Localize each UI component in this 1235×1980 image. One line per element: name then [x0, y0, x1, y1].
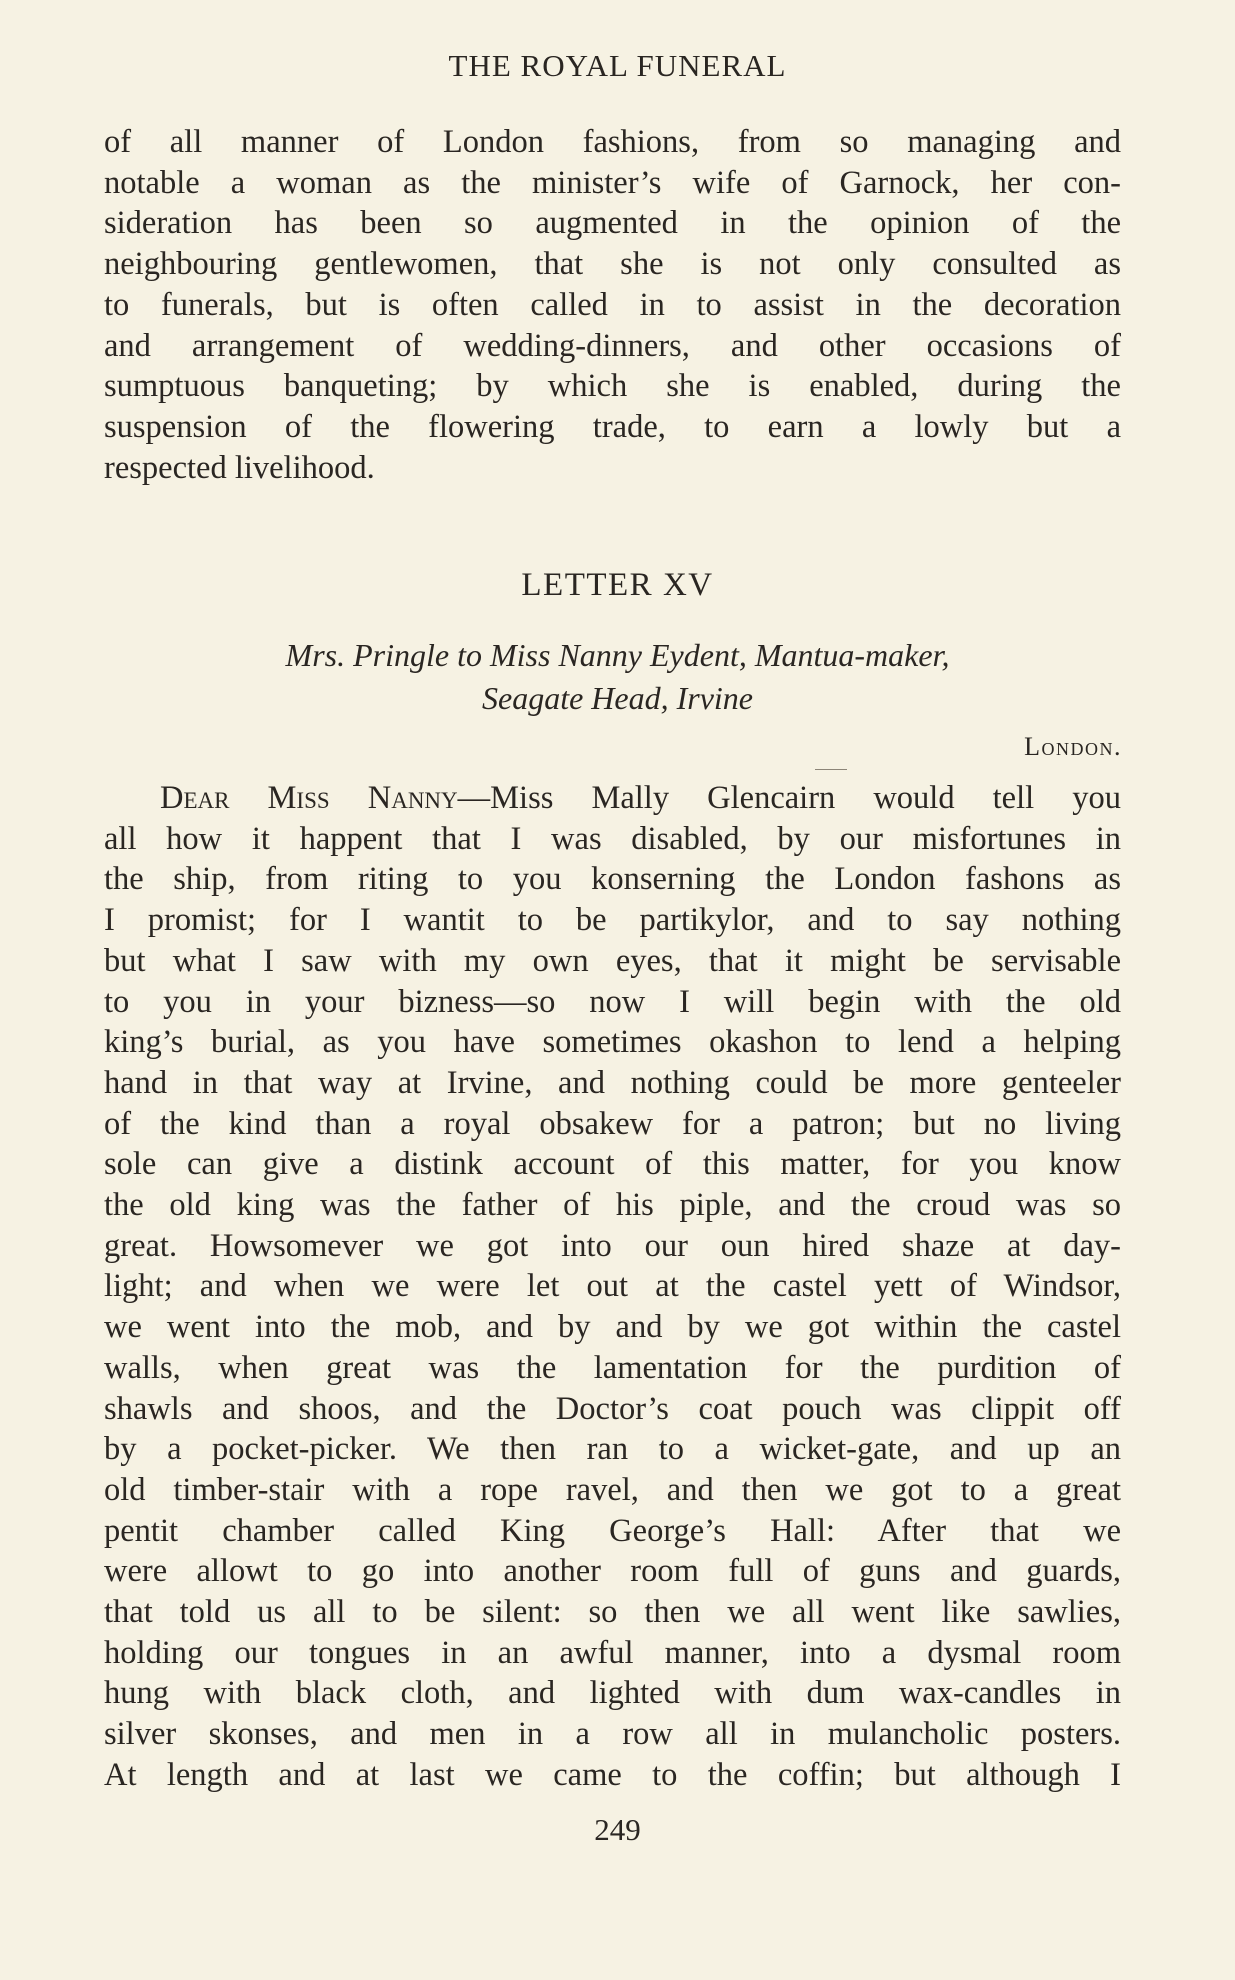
address-line: Mrs. Pringle to Miss Nanny Eydent, Mantua-maker, [285, 637, 950, 673]
text-line: all how it happent that I was disabled, by our misfortunes in [104, 820, 1121, 857]
text-line: that told us all to be silent: so then we all went like sawlies, [104, 1594, 1121, 1631]
text-line: the ship, from riting to you konserning the London fashons as [104, 861, 1121, 898]
letter-heading: LETTER XV [521, 567, 714, 603]
page-number: 249 [594, 1812, 641, 1847]
text-line: to funerals, but is often called in to assist in the decoration [104, 286, 1121, 323]
text-line: suspension of the flowering trade, to earn a lowly but a [104, 408, 1121, 445]
letter-body [104, 778, 1121, 1796]
text-line: holding our tongues in an awful manner, into a dysmal room [104, 1634, 1121, 1671]
text-line: shawls and shoos, and the Doctor’s coat pouch was clippit off [104, 1390, 1121, 1427]
text-line: neighbouring gentlewomen, that she is not only consulted as [104, 246, 1121, 283]
running-head: THE ROYAL FUNERAL [448, 48, 787, 83]
salutation: Dear Miss Nanny [160, 780, 458, 816]
divider [815, 769, 847, 770]
text-line: but what I saw with my own eyes, that it might be servisable [104, 942, 1121, 979]
text-line: silver skonses, and men in a row all in mulancholic posters. [104, 1716, 1121, 1753]
text-line: by a pocket-picker. We then ran to a wicket-gate, and up an [104, 1431, 1121, 1468]
text-line: At length and at last we came to the coffin; but although I [104, 1756, 1121, 1793]
text-line: of the kind than a royal obsakew for a patron; but no living [104, 1105, 1121, 1142]
text-line: respected livelihood. [104, 449, 375, 486]
text-line: we went into the mob, and by and by we got within the castel [104, 1309, 1121, 1346]
text-line: notable a woman as the minister’s wife of Garnock, her con- [104, 164, 1121, 201]
text-line: and arrangement of wedding-dinners, and other occasions of [104, 327, 1121, 364]
text-line: the old king was the father of his piple, and the croud was so [104, 1187, 1121, 1224]
text-line: to you in your bizness—so now I will begin with the old [104, 983, 1121, 1020]
text-line: sumptuous banqueting; by which she is enabled, during the [104, 368, 1121, 405]
text-line: sole can give a distink account of this matter, for you know [104, 1146, 1121, 1183]
text-line: walls, when great was the lamentation for the purdition of [104, 1349, 1121, 1386]
text-line: light; and when we were let out at the castel yett of Windsor, [104, 1268, 1121, 1305]
dateline: London. [1024, 732, 1122, 761]
text-line: of all manner of London fashions, from so managing and [104, 124, 1121, 160]
text-line: hung with black cloth, and lighted with dum wax-candles in [104, 1675, 1121, 1712]
text-line: king’s burial, as you have sometimes okashon to lend a helping [104, 1024, 1121, 1061]
text-line [104, 778, 1121, 819]
letter-address [0, 634, 1235, 720]
first-line-rest: —Miss Mally Glencairn would tell you [457, 780, 1121, 816]
text-line: I promist; for I wantit to be partikylor, and to say nothing [104, 902, 1121, 939]
intro-paragraph [104, 122, 1121, 488]
text-line: were allowt to go into another room full of guns and guards, [104, 1553, 1121, 1590]
text-line: old timber-stair with a rope ravel, and then we got to a great [104, 1471, 1121, 1508]
text-line: sideration has been so augmented in the opinion of the [104, 205, 1121, 242]
text-line: great. Howsomever we got into our oun hired shaze at day- [104, 1227, 1121, 1264]
text-line: pentit chamber called King George’s Hall: After that we [104, 1512, 1121, 1549]
text-line: hand in that way at Irvine, and nothing could be more genteeler [104, 1064, 1121, 1101]
address-line: Seagate Head, Irvine [481, 680, 753, 716]
